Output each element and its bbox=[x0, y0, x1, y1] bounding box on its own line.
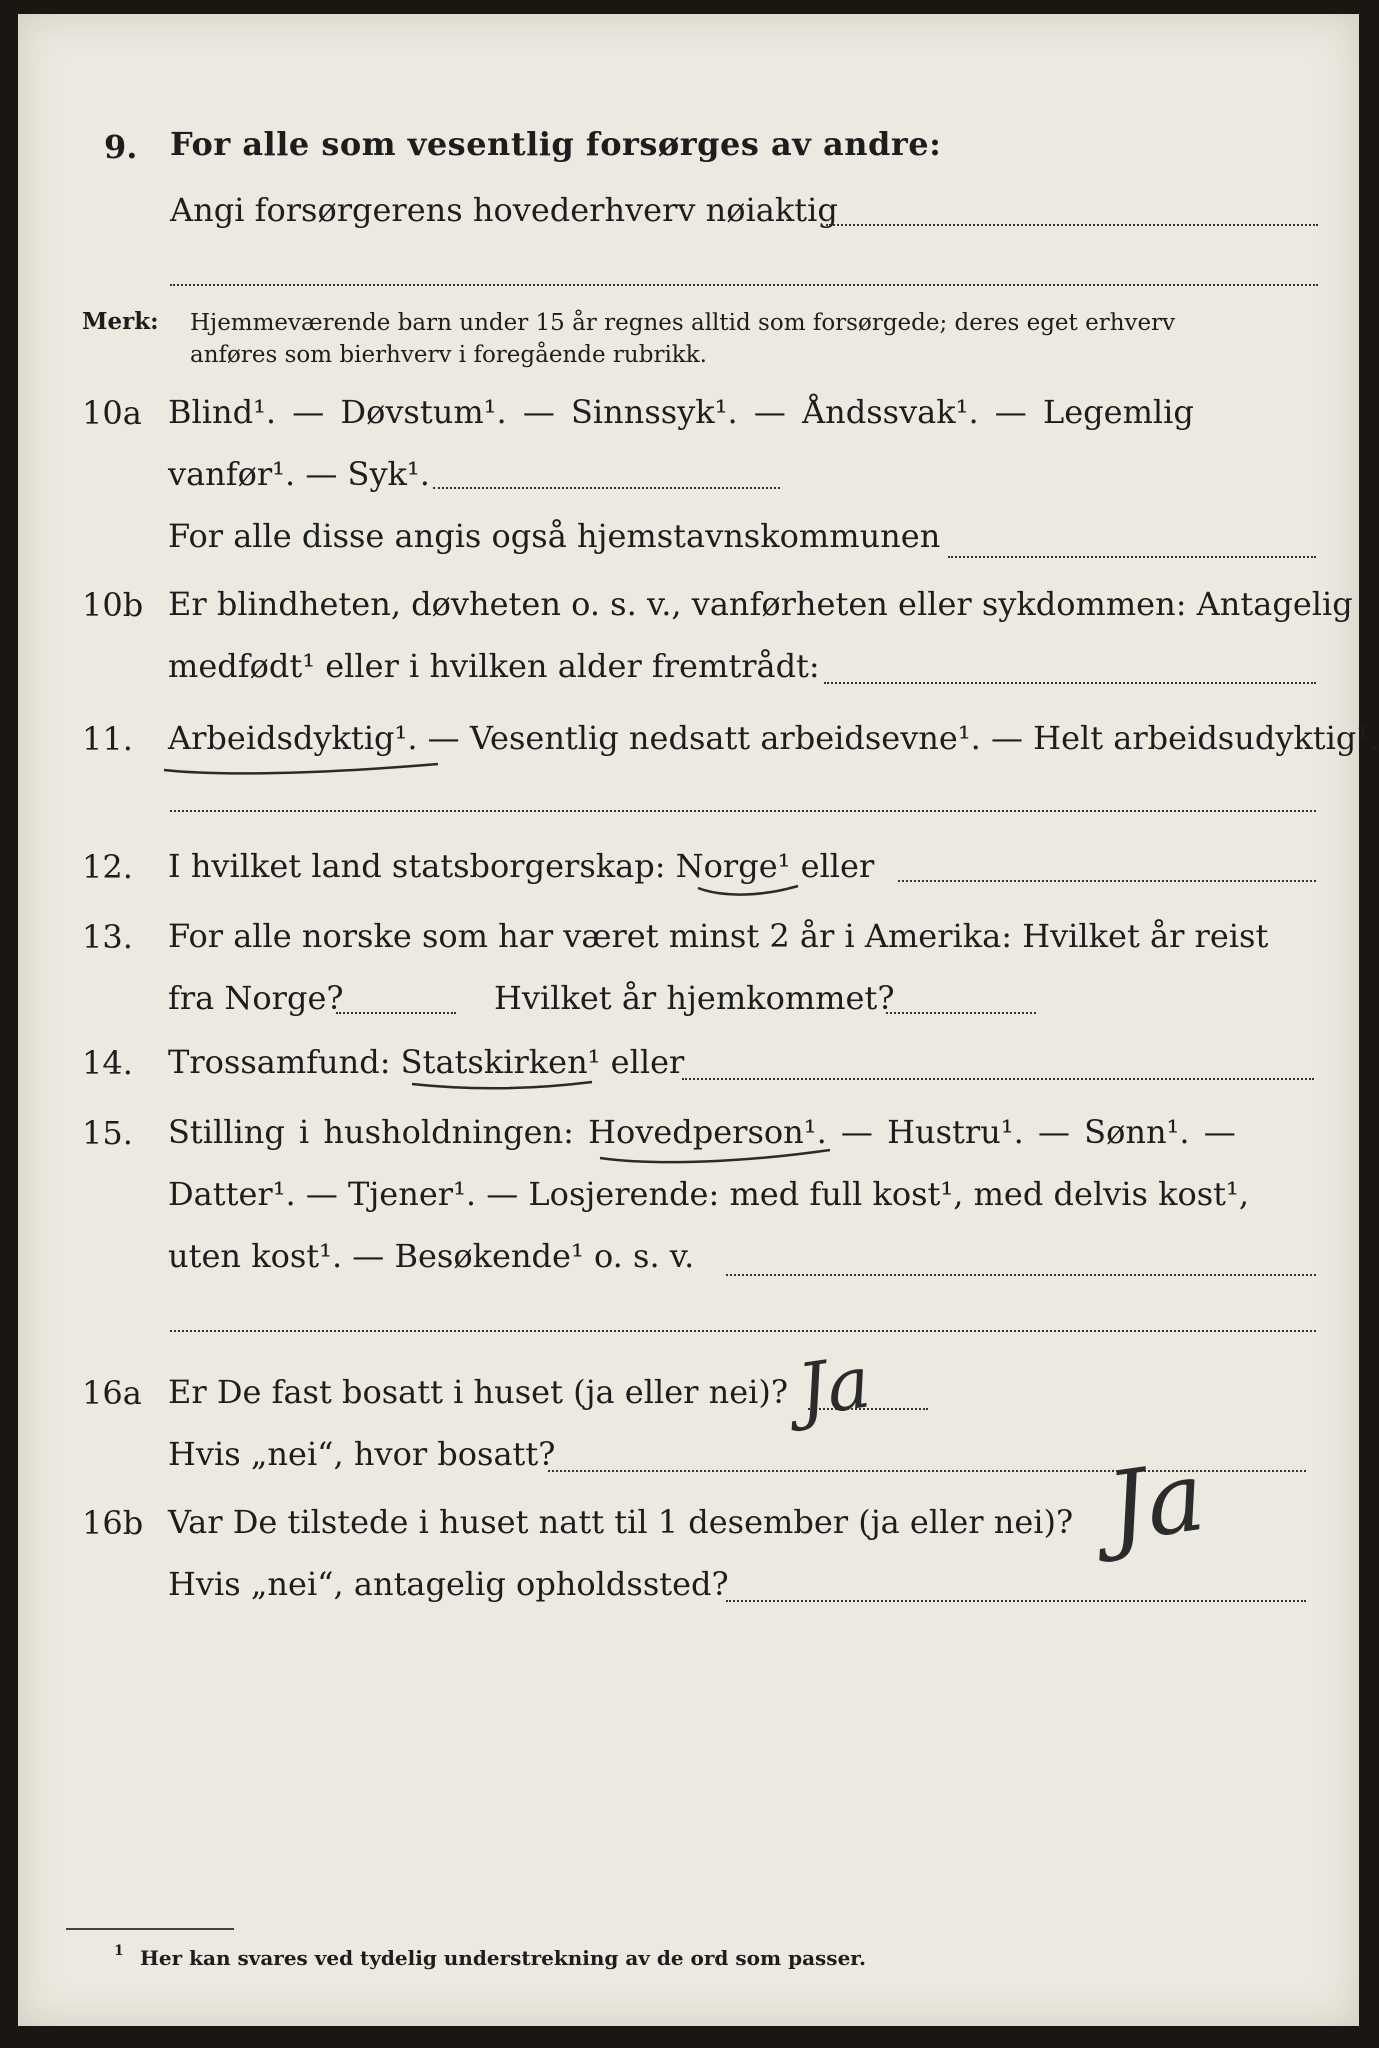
merk-line-2: anføres som bierhverv i foregående rubrikk. bbox=[190, 342, 707, 368]
q11-number: 11. bbox=[82, 720, 133, 758]
q15-answer-line[interactable] bbox=[726, 1274, 1316, 1276]
q12-line-1: I hvilket land statsborgerskap: Norge¹ eller bbox=[168, 847, 875, 885]
q10b-number: 10b bbox=[82, 586, 144, 624]
q9-instruction: Angi forsørgerens hovederhverv nøiaktig bbox=[170, 191, 838, 229]
q15-answer-line-2[interactable] bbox=[170, 1330, 1316, 1332]
census-form-page bbox=[18, 14, 1379, 2026]
q14-handwritten-underline bbox=[408, 1070, 598, 1096]
q9-answer-line[interactable] bbox=[826, 224, 1318, 226]
q9-answer-line-2[interactable] bbox=[170, 284, 1318, 286]
q10b-line-1: Er blindheten, døvheten o. s. v., vanførheten eller sykdommen: Antagelig bbox=[168, 585, 1353, 623]
q16a-handwritten-answer: Ja bbox=[792, 1339, 876, 1433]
q15-line-3: uten kost¹. — Besøkende¹ o. s. v. bbox=[168, 1237, 695, 1275]
q16b-opholdssted-answer-line[interactable] bbox=[726, 1600, 1306, 1602]
q9-question: For alle som vesentlig forsørges av andre: bbox=[170, 125, 942, 163]
q13-line-2b: Hvilket år hjemkommet? bbox=[494, 979, 895, 1017]
q15-line-2: Datter¹. — Tjener¹. — Losjerende: med full kost¹, med delvis kost¹, bbox=[168, 1175, 1250, 1213]
q13-number: 13. bbox=[82, 918, 133, 956]
q16a-number: 16a bbox=[82, 1374, 142, 1412]
q13-line-2a: fra Norge? bbox=[168, 979, 344, 1017]
q13-line-1: For alle norske som har været minst 2 år i Amerika: Hvilket år reist bbox=[168, 917, 1269, 955]
q15-line-1: Stilling i husholdningen: Hovedperson¹. — Hustru¹. — Sønn¹. — bbox=[168, 1113, 1236, 1151]
q16b-number: 16b bbox=[82, 1504, 144, 1542]
q10a-line-1: Blind¹. — Døvstum¹. — Sinnssyk¹. — Åndssvak¹. — Legemlig bbox=[168, 393, 1194, 431]
q10a-hjemstavn-answer-line[interactable] bbox=[948, 556, 1316, 558]
q14-number: 14. bbox=[82, 1044, 133, 1082]
q13-hjemkommet-answer-line[interactable] bbox=[886, 1012, 1036, 1014]
q16b-line-1: Var De tilstede i huset natt til 1 desember (ja eller nei)? bbox=[168, 1503, 1074, 1541]
merk-line-1: Hjemmeværende barn under 15 år regnes alltid som forsørgede; deres eget erhverv bbox=[190, 310, 1176, 336]
q12-answer-line[interactable] bbox=[898, 880, 1316, 882]
merk-label: Merk: bbox=[82, 308, 159, 335]
q15-handwritten-underline bbox=[596, 1136, 836, 1170]
q15-number: 15. bbox=[82, 1114, 133, 1152]
q13-reist-answer-line[interactable] bbox=[336, 1012, 456, 1014]
q10b-answer-line[interactable] bbox=[824, 682, 1316, 684]
q16a-line-1: Er De fast bosatt i huset (ja eller nei)? bbox=[168, 1373, 789, 1411]
q16b-line-2: Hvis „nei“, antagelig opholdssted? bbox=[168, 1565, 729, 1603]
q11-line-1: Arbeidsdyktig¹. — Vesentlig nedsatt arbeidsevne¹. — Helt arbeidsudyktig¹. bbox=[168, 719, 1379, 757]
q10a-syk-answer-line[interactable] bbox=[433, 487, 780, 489]
q11-answer-line[interactable] bbox=[170, 810, 1316, 812]
q14-line-1: Trossamfund: Statskirken¹ eller bbox=[168, 1043, 685, 1081]
q11-handwritten-underline bbox=[158, 744, 448, 780]
footnote-rule bbox=[66, 1928, 234, 1930]
footnote-mark: 1 bbox=[114, 1943, 124, 1959]
q12-number: 12. bbox=[82, 848, 133, 886]
q10a-line-2: vanfør¹. — Syk¹. bbox=[168, 455, 430, 493]
q16b-handwritten-answer: Ja bbox=[1100, 1439, 1212, 1565]
q16a-line-2: Hvis „nei“, hvor bosatt? bbox=[168, 1435, 556, 1473]
footnote-text: Her kan svares ved tydelig understrekning av de ord som passer. bbox=[140, 1946, 866, 1970]
q12-handwritten-underline bbox=[694, 872, 804, 902]
q10a-line-3: For alle disse angis også hjemstavnskommunen bbox=[168, 517, 941, 555]
q10a-number: 10a bbox=[82, 394, 142, 432]
q9-number: 9. bbox=[104, 128, 138, 166]
q14-answer-line[interactable] bbox=[682, 1078, 1314, 1080]
q10b-line-2: medfødt¹ eller i hvilken alder fremtrådt: bbox=[168, 647, 820, 685]
